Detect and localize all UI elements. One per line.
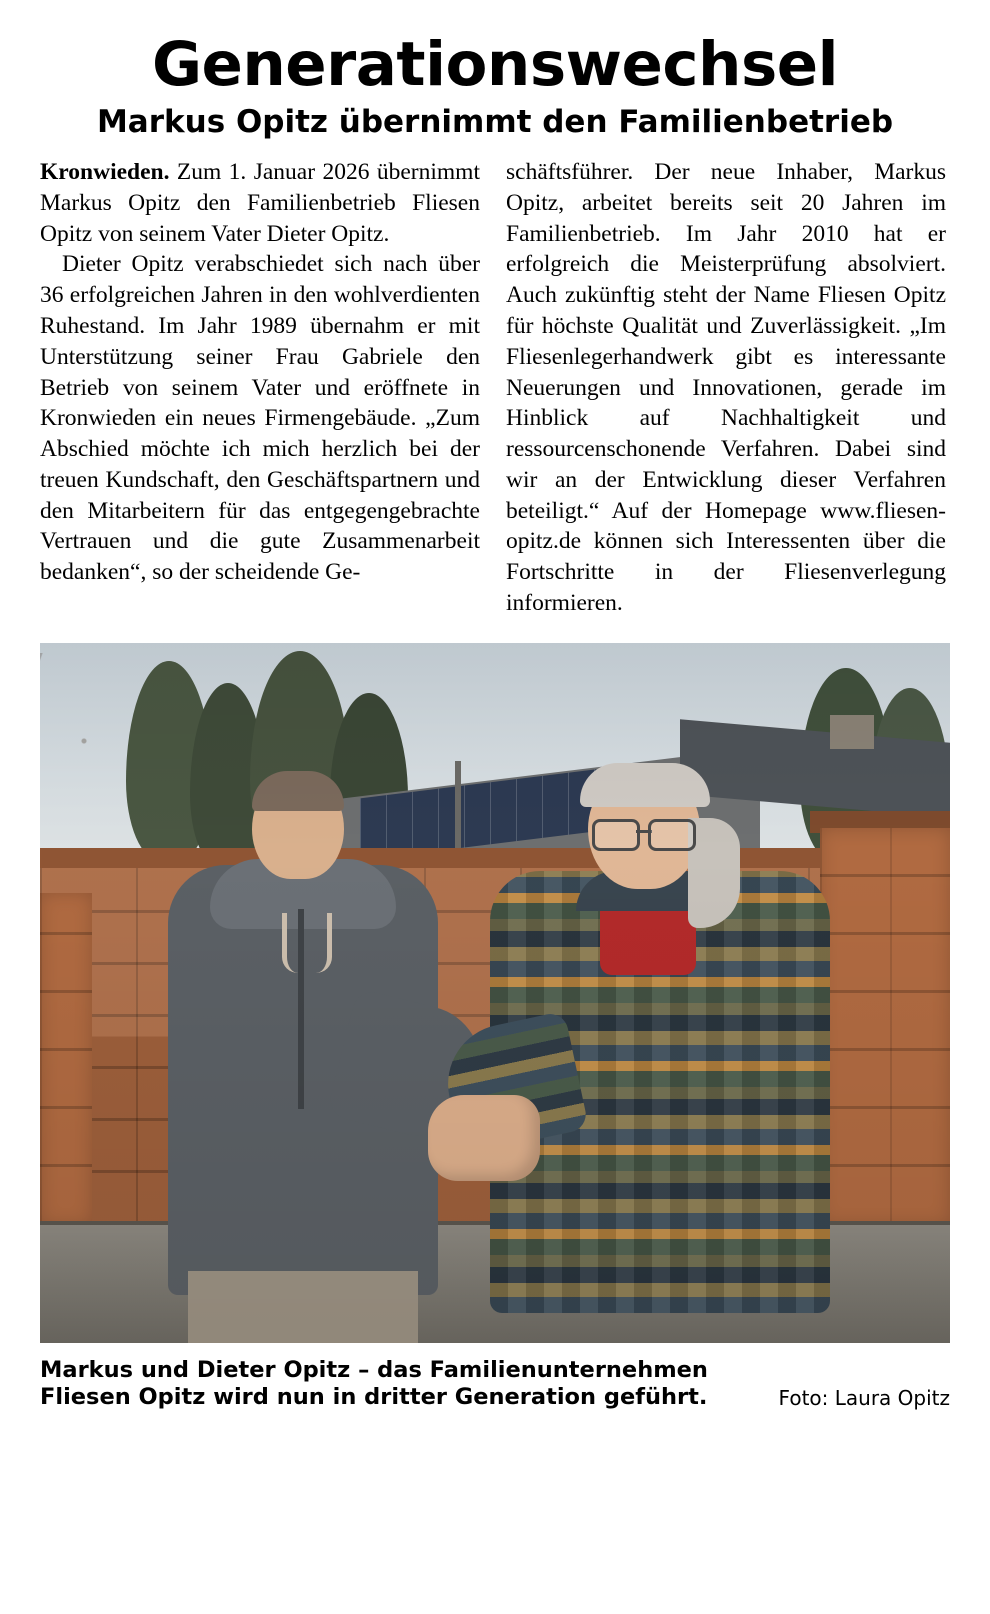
handshake — [428, 1095, 540, 1181]
article-paragraph: schäftsführer. Der neue Inhaber, Markus Opitz, arbeitet bereits seit 20 Jahren im Familienbetrieb. Im Jahr 2010 hat er erfolgreich die Meisterprüfung absolviert. Auch zukünftig steht der Name Fliesen Opitz für höchste Qualität und Zuverlässigkeit. „Im Fliesenlegerhandwerk gibt es interessante Neuerungen und Innovationen, gerade im Hinblick auf Nachhaltigkeit und ressourcenschonende Verfahren. Dabei sind wir an der Entwicklung dieser Verfahren beteiligt.“ Auf der Homepage www.fliesen-opitz.de können sich Interessenten über die Fortschritte in der Fliesenverlegung informieren. — [506, 159, 946, 617]
dateline: Kronwieden. — [40, 159, 170, 186]
article-paragraph: Dieter Opitz verabschiedet sich nach über 36 erfolgreichen Jahren in den wohlverdienten Ruhestand. Im Jahr 1989 übernahm er mit Unterstützung seiner Frau Gabriele den Betrieb von seinem Vater und eröffnete in Kronwieden ein neues Firmengebäude. „Zum Abschied möchte ich mich herzlich bei der treuen Kundschaft, den Geschäftspartnern und den Mitarbeitern für das entgegengebrachte Vertrauen und die gute Zusammenarbeit bedanken“, so der scheidende Ge- — [40, 251, 480, 586]
page-title: Generationswechsel — [151, 29, 839, 100]
article-subheadline: Markus Opitz übernimmt den Familienbetrieb — [96, 104, 894, 140]
article-body — [40, 157, 950, 619]
brick-pillar-right — [820, 828, 950, 1225]
person-left-trousers — [188, 1271, 418, 1343]
person-right-hair — [580, 763, 710, 807]
glasses-icon — [592, 819, 696, 845]
chimney — [830, 715, 874, 749]
person-left-drawstring — [282, 913, 332, 973]
article-column-left — [40, 157, 480, 588]
photo-caption-row — [40, 1357, 950, 1412]
photo-credit: Foto: Laura Opitz — [778, 1385, 950, 1410]
article-paragraph-text: Zum 1. Januar 2026 übernimmt Markus Opitz den Familienbetrieb Fliesen Opitz von seinem Vater Dieter Opitz. — [40, 159, 480, 247]
wall-cap — [40, 848, 950, 868]
brick-pillar-left — [40, 893, 92, 1225]
photo-scene — [40, 643, 950, 1343]
photo-caption: Markus und Dieter Opitz – das Familienunternehmen Fliesen Opitz wird nun in dritter Generation geführt. — [40, 1356, 708, 1411]
article-paragraph — [40, 157, 480, 249]
article-column-right — [506, 157, 946, 619]
article-photo — [40, 643, 950, 1343]
